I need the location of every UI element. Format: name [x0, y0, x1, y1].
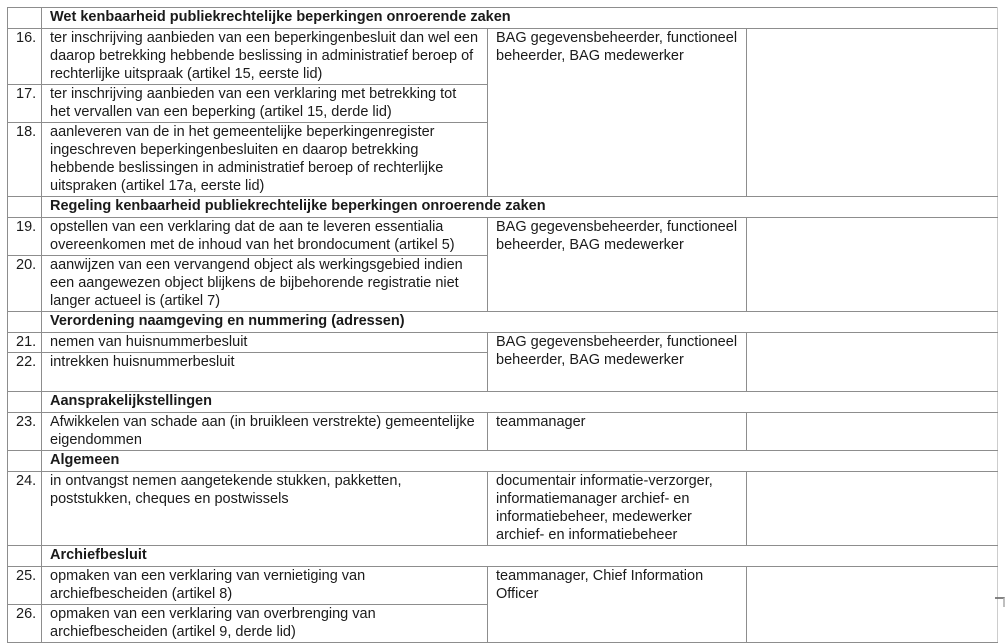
task-cell: opmaken van een verklaring van overbrenging van archiefbescheiden (artikel 9, derde lid) [42, 605, 488, 643]
task-cell: ter inschrijving aanbieden van een verklaring met betrekking tot het vervallen van een beperking (artikel 15, derde lid) [42, 85, 488, 123]
table-row [8, 333, 998, 353]
notes-cell [747, 472, 998, 546]
row-number: 23. [8, 413, 42, 451]
row-number: 17. [8, 85, 42, 123]
section-number-cell [8, 312, 42, 333]
role-cell: BAG gegevensbeheerder, functioneel beheerder, BAG medewerker [488, 218, 747, 312]
mandate-table [7, 7, 998, 643]
section-number-cell [8, 451, 42, 472]
section-number-cell [8, 197, 42, 218]
section-title: Archiefbesluit [42, 546, 998, 567]
task-cell: opstellen van een verklaring dat de aan te leveren essentialia overeenkomen met de inhoud van het brondocument (artikel 5) [42, 218, 488, 256]
section-header-row [8, 8, 998, 29]
section-header-row [8, 546, 998, 567]
row-number: 22. [8, 353, 42, 392]
section-number-cell [8, 546, 42, 567]
row-number: 24. [8, 472, 42, 546]
section-title: Algemeen [42, 451, 998, 472]
section-title: Aansprakelijkstellingen [42, 392, 998, 413]
table-row [8, 472, 998, 546]
section-title: Regeling kenbaarheid publiekrechtelijke beperkingen onroerende zaken [42, 197, 998, 218]
task-cell: in ontvangst nemen aangetekende stukken, pakketten, poststukken, cheques en postwissels [42, 472, 488, 546]
row-number: 20. [8, 256, 42, 312]
task-cell: intrekken huisnummerbesluit [42, 353, 488, 392]
section-header-row [8, 392, 998, 413]
notes-cell [747, 413, 998, 451]
role-cell: teammanager, Chief Information Officer [488, 567, 747, 643]
table-row [8, 567, 998, 605]
role-cell: BAG gegevensbeheerder, functioneel beheerder, BAG medewerker [488, 29, 747, 197]
table-row [8, 413, 998, 451]
section-title: Verordening naamgeving en nummering (adressen) [42, 312, 998, 333]
section-title: Wet kenbaarheid publiekrechtelijke beperkingen onroerende zaken [42, 8, 998, 29]
role-cell: teammanager [488, 413, 747, 451]
task-cell: aanwijzen van een vervangend object als werkingsgebied indien een aangewezen object blijkens de bijbehorende registratie niet langer actueel is (artikel 7) [42, 256, 488, 312]
section-header-row [8, 312, 998, 333]
task-cell: nemen van huisnummerbesluit [42, 333, 488, 353]
notes-cell [747, 567, 998, 643]
section-number-cell [8, 8, 42, 29]
role-cell: documentair informatie-verzorger, informatiemanager archief- en informatiebeheer, medewerker archief- en informatiebeheer [488, 472, 747, 546]
section-header-row [8, 451, 998, 472]
section-number-cell [8, 392, 42, 413]
table-row [8, 29, 998, 85]
notes-cell [747, 333, 998, 392]
row-number: 19. [8, 218, 42, 256]
notes-cell [747, 29, 998, 197]
row-number: 18. [8, 123, 42, 197]
role-cell: BAG gegevensbeheerder, functioneel beheerder, BAG medewerker [488, 333, 747, 392]
resize-handle-artifact [995, 597, 1005, 607]
task-cell: aanleveren van de in het gemeentelijke beperkingenregister ingeschreven beperkingenbesluiten en daarop betrekking hebbende beslissingen in administratief beroep of rechterlijke uitspraken (artikel 17a, eerste lid) [42, 123, 488, 197]
task-cell: Afwikkelen van schade aan (in bruikleen verstrekte) gemeentelijke eigendommen [42, 413, 488, 451]
table-row [8, 218, 998, 256]
row-number: 26. [8, 605, 42, 643]
section-header-row [8, 197, 998, 218]
task-cell: ter inschrijving aanbieden van een beperkingenbesluit dan wel een daarop betrekking hebbende beslissing in administratief beroep of rechterlijke uitspraak (artikel 15, eerste lid) [42, 29, 488, 85]
row-number: 25. [8, 567, 42, 605]
row-number: 21. [8, 333, 42, 353]
notes-cell [747, 218, 998, 312]
task-cell: opmaken van een verklaring van vernietiging van archiefbescheiden (artikel 8) [42, 567, 488, 605]
row-number: 16. [8, 29, 42, 85]
